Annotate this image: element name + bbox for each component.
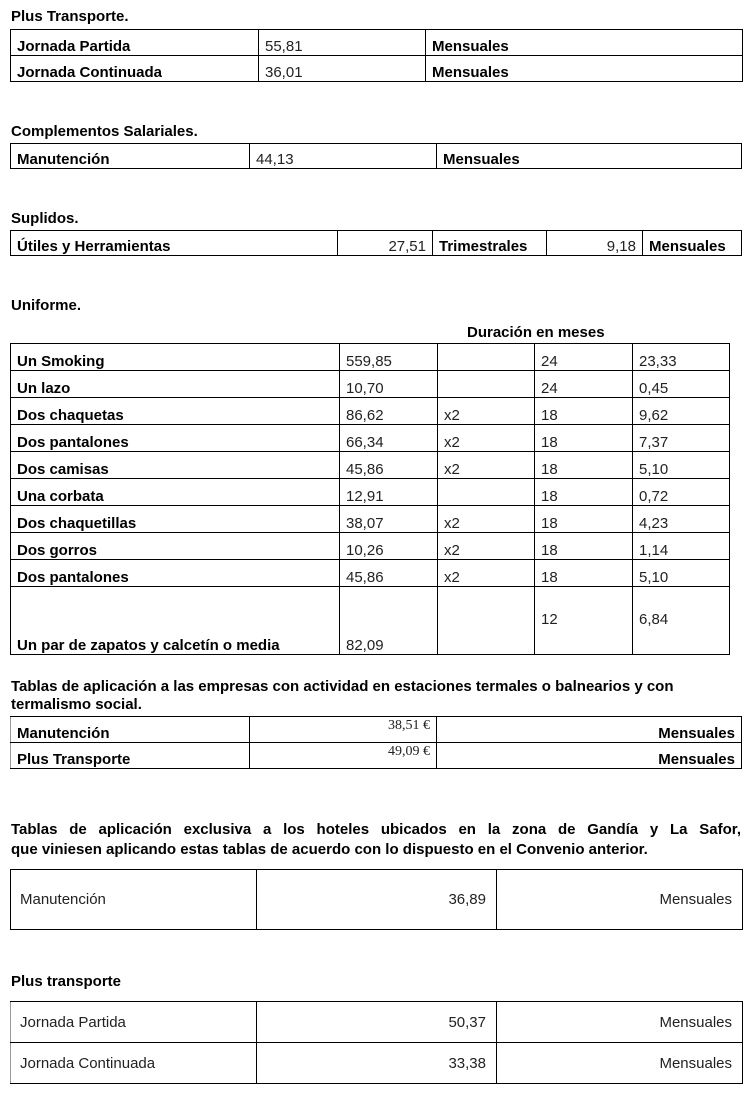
table-row — [11, 1043, 743, 1084]
item-name: Dos pantalones — [11, 560, 340, 587]
item-monthly: 7,37 — [633, 425, 730, 452]
row-value: 55,81 — [259, 30, 426, 56]
item-qty — [438, 587, 535, 655]
item-name: Dos camisas — [11, 452, 340, 479]
item-name: Dos chaquetas — [11, 398, 340, 425]
table-row — [11, 231, 742, 256]
item-name: Dos chaquetillas — [11, 506, 340, 533]
row-period: Mensuales — [497, 1002, 743, 1043]
item-price: 45,86 — [340, 452, 438, 479]
row-value: 38,51 € — [250, 717, 437, 743]
table-row — [11, 425, 730, 452]
monthly-period: Mensuales — [643, 231, 742, 256]
item-price: 38,07 — [340, 506, 438, 533]
item-price: 12,91 — [340, 479, 438, 506]
table-row — [11, 506, 730, 533]
row-label: Plus Transporte — [11, 743, 250, 769]
table-row — [11, 144, 742, 169]
row-value: 49,09 € — [250, 743, 437, 769]
table-row — [11, 560, 730, 587]
quarterly-period: Trimestrales — [433, 231, 547, 256]
item-qty: x2 — [438, 452, 535, 479]
item-monthly: 5,10 — [633, 452, 730, 479]
item-months: 24 — [535, 344, 633, 371]
item-price: 66,34 — [340, 425, 438, 452]
complementos-table — [10, 143, 742, 169]
table-row — [11, 870, 743, 930]
section-heading-complementos: Complementos Salariales. — [11, 123, 198, 140]
item-monthly: 0,72 — [633, 479, 730, 506]
item-months: 18 — [535, 560, 633, 587]
item-months: 24 — [535, 371, 633, 398]
table-row — [11, 56, 743, 82]
item-monthly: 9,62 — [633, 398, 730, 425]
row-period: Mensuales — [437, 717, 742, 743]
row-label: Jornada Partida — [11, 30, 259, 56]
row-period: Mensuales — [426, 56, 743, 82]
item-qty — [438, 479, 535, 506]
row-label: Manutención — [11, 144, 250, 169]
table-row — [11, 371, 730, 398]
section-heading-termales: Tablas de aplicación a las empresas con actividad en estaciones termales o balnearios y con termalismo social. — [11, 678, 674, 713]
section-heading-uniforme: Uniforme. — [11, 297, 82, 314]
table-row — [11, 717, 742, 743]
item-months: 18 — [535, 398, 633, 425]
section-heading-suplidos: Suplidos. — [11, 210, 79, 227]
row-label: Jornada Continuada — [11, 1043, 257, 1084]
item-qty: x2 — [438, 425, 535, 452]
duration-column-header: Duración en meses — [467, 324, 605, 341]
row-period: Mensuales — [437, 743, 742, 769]
section-heading-plus-transporte: Plus Transporte. — [11, 8, 129, 25]
gandia-table — [10, 869, 743, 930]
row-value: 50,37 — [257, 1002, 497, 1043]
row-value: 36,01 — [259, 56, 426, 82]
item-price: 86,62 — [340, 398, 438, 425]
gandia-transporte-table — [10, 1001, 743, 1084]
item-name: Una corbata — [11, 479, 340, 506]
quarterly-value: 27,51 — [338, 231, 433, 256]
item-price: 10,70 — [340, 371, 438, 398]
section-heading-gandia-transporte: Plus transporte — [11, 973, 122, 990]
row-period: Mensuales — [497, 1043, 743, 1084]
item-name: Un lazo — [11, 371, 340, 398]
item-qty: x2 — [438, 560, 535, 587]
section-heading-gandia-line1: Tablas de aplicación exclusiva a los hoteles ubicados en la zona de Gandía y La Safor, — [11, 821, 741, 838]
row-value: 36,89 — [257, 870, 497, 930]
plus-transporte-table — [10, 29, 743, 82]
uniforme-table — [10, 343, 730, 655]
item-name: Un par de zapatos y calcetín o media — [11, 587, 340, 655]
item-months: 18 — [535, 452, 633, 479]
table-row — [11, 30, 743, 56]
row-value: 44,13 — [250, 144, 437, 169]
table-row — [11, 587, 730, 655]
item-monthly: 5,10 — [633, 560, 730, 587]
item-monthly: 23,33 — [633, 344, 730, 371]
row-period: Mensuales — [437, 144, 742, 169]
row-label: Manutención — [11, 717, 250, 743]
item-qty — [438, 344, 535, 371]
table-row — [11, 743, 742, 769]
row-label: Jornada Partida — [11, 1002, 257, 1043]
row-label: Útiles y Herramientas — [11, 231, 338, 256]
row-label: Manutención — [11, 870, 257, 930]
row-period: Mensuales — [426, 30, 743, 56]
item-months: 18 — [535, 425, 633, 452]
item-months: 12 — [535, 587, 633, 655]
item-monthly: 1,14 — [633, 533, 730, 560]
table-row — [11, 1002, 743, 1043]
item-monthly: 0,45 — [633, 371, 730, 398]
row-period: Mensuales — [497, 870, 743, 930]
table-row — [11, 398, 730, 425]
table-row — [11, 344, 730, 371]
item-qty: x2 — [438, 533, 535, 560]
item-name: Un Smoking — [11, 344, 340, 371]
item-qty: x2 — [438, 398, 535, 425]
table-row — [11, 533, 730, 560]
table-row — [11, 452, 730, 479]
item-months: 18 — [535, 506, 633, 533]
item-price: 559,85 — [340, 344, 438, 371]
item-months: 18 — [535, 479, 633, 506]
item-price: 82,09 — [340, 587, 438, 655]
item-monthly: 4,23 — [633, 506, 730, 533]
item-price: 10,26 — [340, 533, 438, 560]
item-name: Dos gorros — [11, 533, 340, 560]
item-price: 45,86 — [340, 560, 438, 587]
section-heading-gandia-line2: que viniesen aplicando estas tablas de acuerdo con lo dispuesto en el Convenio anterior. — [11, 841, 648, 858]
table-row — [11, 479, 730, 506]
item-qty — [438, 371, 535, 398]
item-monthly: 6,84 — [633, 587, 730, 655]
termales-table — [10, 716, 742, 769]
item-months: 18 — [535, 533, 633, 560]
monthly-value: 9,18 — [547, 231, 643, 256]
item-qty: x2 — [438, 506, 535, 533]
row-value: 33,38 — [257, 1043, 497, 1084]
row-label: Jornada Continuada — [11, 56, 259, 82]
item-name: Dos pantalones — [11, 425, 340, 452]
suplidos-table — [10, 230, 742, 256]
